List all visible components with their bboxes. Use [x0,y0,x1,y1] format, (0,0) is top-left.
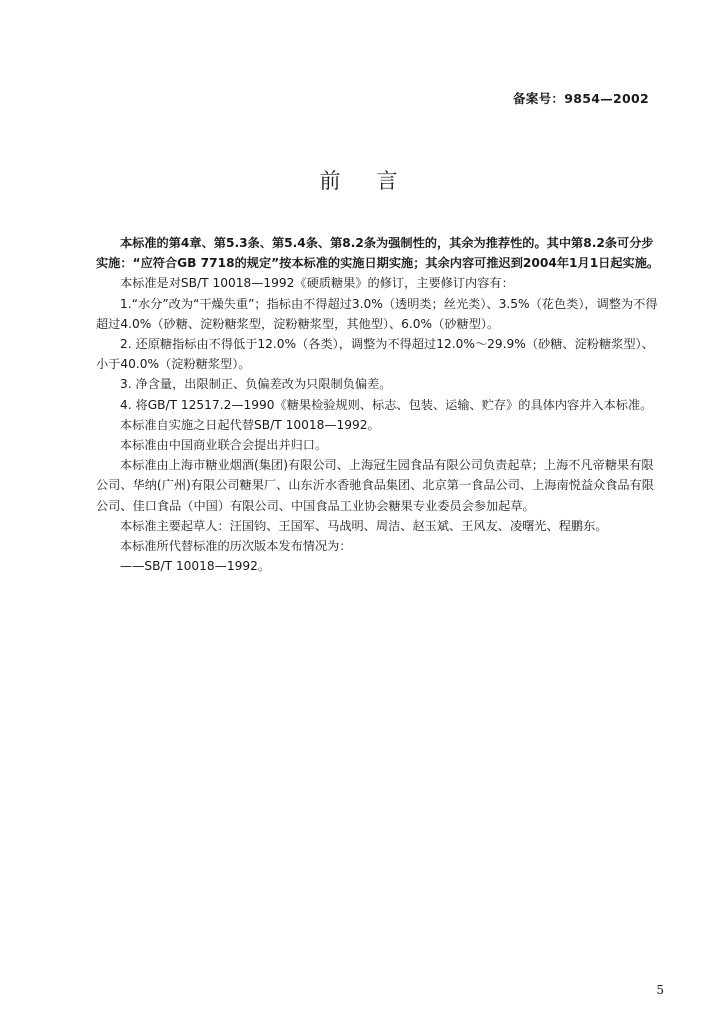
paragraph-revision-intro: 本标准是对SB/T 10018—1992《硬质糖果》的修订，主要修订内容有： [120,276,514,291]
paragraph-revision-item-2: 2. 还原糖指标由不得低于12.0%（各类），调整为不得超过12.0%～29.9%（砂糖、淀粉糖浆型）、小于40.0%（淀粉糖浆型）。 [96,337,654,372]
paragraph-revision-item-1: 1.“水分”改为“干燥失重”；指标由不得超过3.0%（透明类；丝光类）、3.5%（花色类），调整为不得超过4.0%（砂糖、淀粉糖浆型，淀粉糖浆型，其他型）、6.0%（砂糖型）。 [96,296,658,331]
paragraph-revision-item-3: 3. 净含量，出限制正、负偏差改为只限制负偏差。 [120,377,392,392]
page-number: 5 [656,983,664,997]
record-number: 备案号：9854—2002 [513,91,649,106]
paragraph-replacement: 本标准自实施之日起代替SB/T 10018—1992。 [120,417,380,432]
document-body [96,233,663,576]
paragraph-history-item: ——SB/T 10018—1992。 [120,559,271,574]
paragraph-drafting-units: 本标准由上海市糖业烟酒(集团)有限公司、上海冠生园食品有限公司负责起草；上海不凡帝糖果有限公司、华纳(广州)有限公司糖果厂、山东沂水香驰食品集团、北京第一食品公司、上海南悦益众食品有限公司、佳口食品（中国）有限公司、中国食品工业协会糖果专业委员会参加起草。 [96,458,654,513]
paragraph-drafters: 本标准主要起草人：汪国钧、王国军、马战明、周洁、赵玉斌、王风友、凌曙光、程鹏东。 [120,518,608,533]
paragraph-revision-item-4: 4. 将GB/T 12517.2—1990《糖果检验规则、标志、包装、运输、贮存》的具体内容并入本标准。 [120,397,653,412]
page-title: 前言 [319,169,434,193]
paragraph-history-intro: 本标准所代替标准的历次版本发布情况为： [120,539,352,554]
paragraph-proposer: 本标准由中国商业联合会提出并归口。 [120,438,328,453]
paragraph-mandatory-clauses: 本标准的第4章、第5.3条、第5.4条、第8.2条为强制性的，其余为推荐性的。其中第8.2条可分步实施：“应符合GB 7718的规定”按本标准的实施日期实施；其余内容可推迟到2004年1月1日起实施。 [96,236,660,271]
